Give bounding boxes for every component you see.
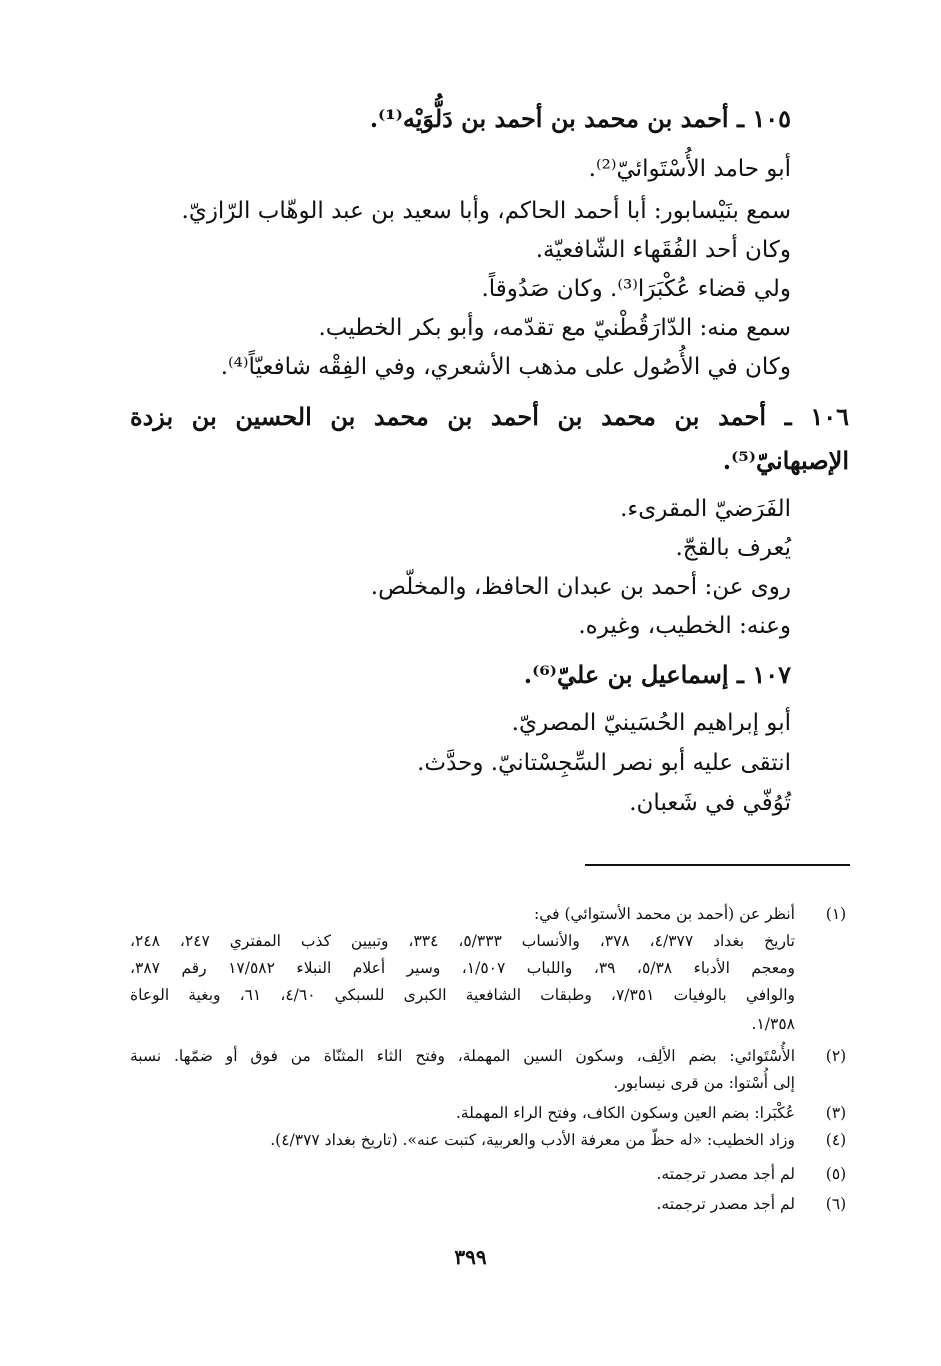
page-number: ٣٩٩ — [454, 1245, 487, 1269]
entry-106-line: الفَرَضيّ المقرىء. — [620, 496, 791, 522]
entry-107-line: انتقى عليه أبو نصر السِّجِسْتانيّ. وحدَّث. — [417, 750, 791, 776]
footnote-text: إلى أُسْتوا: من قرى نيسابور. — [613, 1074, 795, 1092]
footnote-text: تاريخ بغداد ٤/٣٧٧، ٣٧٨، والأنساب ٥/٣٣٣، ٣٣٤، وتبيين كذب المفتري ٢٤٧، ٢٤٨، — [130, 932, 795, 950]
footnote-number: (٥) — [825, 1165, 847, 1183]
entry-106-line: وعنه: الخطيب، وغيره. — [578, 613, 791, 639]
footnote-text: لم أجد مصدر ترجمته. — [656, 1165, 795, 1183]
entry-105-line: ولي قضاء عُكْبَرَا⁽³⁾. وكان صَدُوقاً. — [481, 276, 791, 302]
entry-107-line: تُوُفّي في شَعبان. — [629, 790, 791, 816]
entry-105-line: سمع منه: الدّارَقُطْنيّ مع تقدّمه، وأبو بكر الخطيب. — [318, 315, 791, 341]
entry-105-line: وكان في الأُصُول على مذهب الأشعري، وفي الفِقْه شافعيّاً⁽⁴⁾. — [220, 354, 791, 380]
footnote-number: (٦) — [825, 1195, 847, 1213]
footnote-text: عُكْبَرا: بضم العين وسكون الكاف، وفتح الراء المهملة. — [455, 1104, 795, 1122]
entry-105-line: أبو حامد الأُسْتَوائيّ⁽²⁾. — [588, 156, 791, 182]
footnote-number: (٤) — [825, 1131, 847, 1149]
footnote-divider — [585, 864, 850, 866]
entry-106-line: روى عن: أحمد بن عبدان الحافظ، والمخلّص. — [370, 574, 791, 600]
footnote-text: أنظر عن (أحمد بن محمد الأستوائي) في: — [533, 905, 795, 923]
footnote-text: ١/٣٥٨. — [751, 1015, 795, 1033]
entry-107-heading: ١٠٧ ـ إسماعيل بن عليّ⁽⁶⁾. — [523, 660, 791, 689]
footnote-text: ومعجم الأدباء ٥/٣٨، ٣٩، واللباب ١/٥٠٧، وسير أعلام النبلاء ١٧/٥٨٢ رقم ٣٨٧، — [130, 959, 795, 977]
footnote-text: لم أجد مصدر ترجمته. — [656, 1195, 795, 1213]
entry-105-line: سمع بنَيْسابور: أبا أحمد الحاكم، وأبا سعيد بن عبد الوهّاب الرّازيّ. — [181, 198, 791, 224]
footnote-number: (١) — [825, 905, 847, 923]
footnote-text: وزاد الخطيب: «له حظّ من معرفة الأدب والعربية، كتبت عنه». (تاريخ بغداد ٤/٣٧٧). — [270, 1131, 795, 1149]
footnote-text: والوافي بالوفيات ٧/٣٥١، وطبقات الشافعية الكبرى للسبكي ٤/٦٠، ٦١، وبغية الوعاة — [130, 986, 796, 1004]
footnote-number: (٢) — [825, 1047, 847, 1065]
entry-106-line: يُعرف بالقجّ. — [675, 535, 791, 561]
entry-105-line: وكان أحد الفُقَهاء الشّافعيّة. — [535, 237, 791, 263]
entry-107-line: أبو إبراهيم الحُسَينيّ المصريّ. — [511, 710, 791, 736]
entry-105-heading: ١٠٥ ـ أحمد بن محمد بن أحمد بن دَلُّوَيْه⁽¹⁾. — [369, 104, 791, 133]
entry-106-heading-cont: الإصبهانيّ⁽⁵⁾. — [722, 446, 849, 475]
entry-106-heading: ١٠٦ ـ أحمد بن محمد بن أحمد بن محمد بن الحسين بن بزدة — [130, 402, 849, 431]
footnote-text: الأُسْتَوائي: بضم الألِف، وسكون السين المهملة، وفتح الثاء المثنّاة من فوق أو ضمّها. نسبة — [130, 1047, 795, 1065]
footnote-number: (٣) — [825, 1104, 847, 1122]
